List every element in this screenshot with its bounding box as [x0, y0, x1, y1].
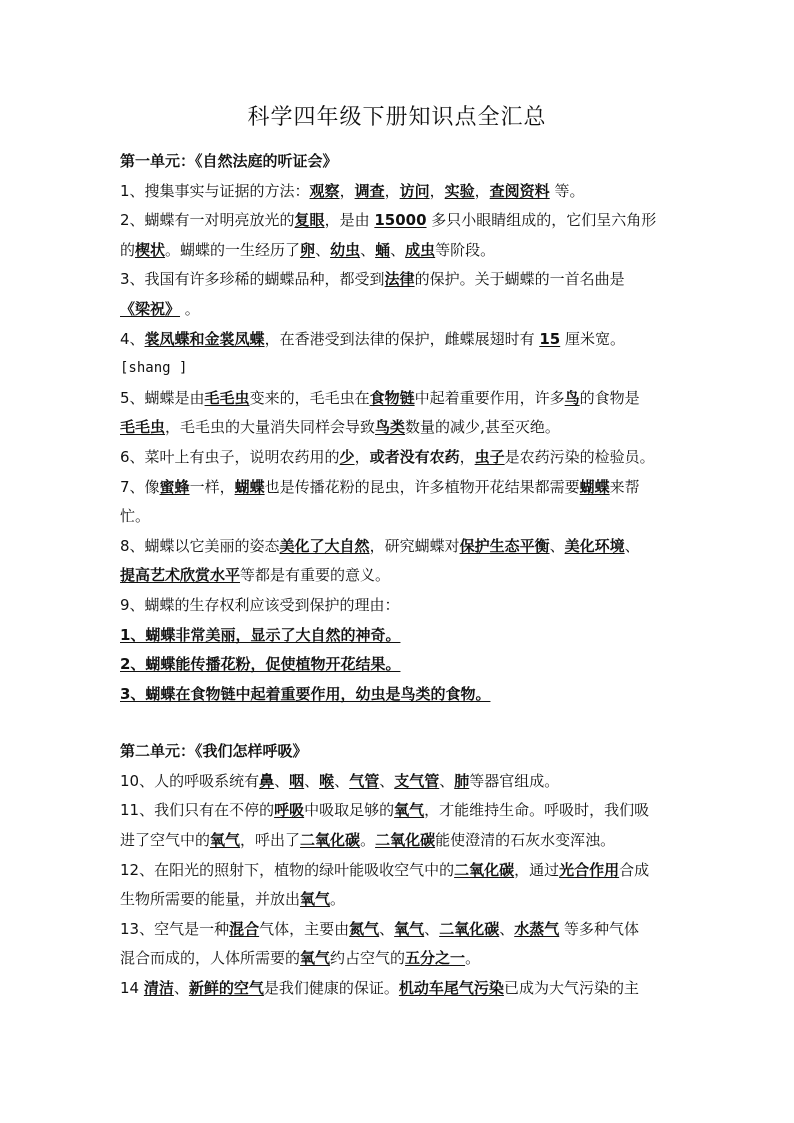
unit1-heading: 第一单元：《自然法庭的听证会》 — [120, 152, 338, 170]
section-gap — [120, 709, 680, 737]
paragraph-line: 10、人的呼吸系统有鼻、咽、喉、气管、支气管、肺等器官组成。 — [120, 771, 560, 790]
paragraph-line: 12、在阳光的照射下，植物的绿叶能吸收空气中的二氧化碳，通过光合作用合成 — [120, 860, 650, 879]
paragraph-line: 忙。 — [120, 507, 151, 526]
paragraph-line: 提高艺术欣赏水平等都是有重要的意义。 — [120, 566, 391, 585]
reason-item: 3、蝴蝶在食物链中起着重要作用，幼虫是鸟类的食物。 — [120, 684, 491, 703]
paragraph-line: 14 清洁、新鲜的空气是我们健康的保证。机动车尾气污染已成为大气污染的主 — [120, 979, 639, 998]
paragraph-line: 3、我国有许多珍稀的蝴蝶品种，都受到法律的保护。关于蝴蝶的一首名曲是 — [120, 270, 625, 289]
pinyin-note: [shang ] — [120, 360, 188, 377]
paragraph-line: 4、裳凤蝶和金裳凤蝶，在香港受到法律的保护，雌蝶展翅时有 15 厘米宽。 — [120, 329, 625, 348]
document-body — [120, 147, 680, 1004]
paragraph-line: 13、空气是一种混合气体，主要由氮气、氧气、二氧化碳、水蒸气 等多种气体 — [120, 919, 640, 938]
document-title: 科学四年级下册知识点全汇总 — [247, 105, 547, 130]
paragraph-line: 混合而成的，人体所需要的氧气约占空气的五分之一。 — [120, 949, 481, 968]
paragraph-line: 6、菜叶上有虫子，说明农药用的少，或者没有农药，虫子是农药污染的检验员。 — [120, 447, 655, 466]
unit2-heading: 第二单元：《我们怎样呼吸》 — [120, 742, 308, 761]
paragraph-line: 2、蝴蝶有一对明亮放光的复眼，是由 15000 多只小眼睛组成的，它们呈六角形 — [120, 211, 657, 230]
paragraph-line: 9、蝴蝶的生存权利应该受到保护的理由： — [120, 595, 400, 614]
paragraph-line: 《梁祝》 。 — [120, 299, 200, 318]
paragraph-line: 生物所需要的能量，并放出氧气。 — [120, 890, 346, 909]
paragraph-line: 毛毛虫，毛毛虫的大量消失同样会导致鸟类数量的减少,甚至灭绝。 — [120, 418, 560, 437]
paragraph-line: 1、搜集事实与证据的方法：观察，调查，访问，实验，查阅资料 等。 — [120, 181, 585, 200]
paragraph-line: 的楔状。蝴蝶的一生经历了卵、幼虫、蛹、成虫等阶段。 — [120, 240, 496, 259]
paragraph-line: 7、像蜜蜂一样，蝴蝶也是传播花粉的昆虫，许多植物开花结果都需要蝴蝶来帮 — [120, 477, 640, 496]
paragraph-line: 8、蝴蝶以它美丽的姿态美化了大自然，研究蝴蝶对保护生态平衡、美化环境、 — [120, 536, 640, 555]
reason-item: 2、蝴蝶能传播花粉，促使植物开花结果。 — [120, 655, 401, 674]
paragraph-line: 11、我们只有在不停的呼吸中吸取足够的氧气，才能维持生命。呼吸时，我们吸 — [120, 801, 650, 820]
reason-item: 1、蝴蝶非常美丽，显示了大自然的神奇。 — [120, 625, 401, 644]
paragraph-line: 5、蝴蝶是由毛毛虫变来的，毛毛虫在食物链中起着重要作用，许多鸟的食物是 — [120, 388, 640, 407]
paragraph-line: 进了空气中的氧气，呼出了二氧化碳。二氧化碳能使澄清的石灰水变浑浊。 — [120, 831, 616, 850]
